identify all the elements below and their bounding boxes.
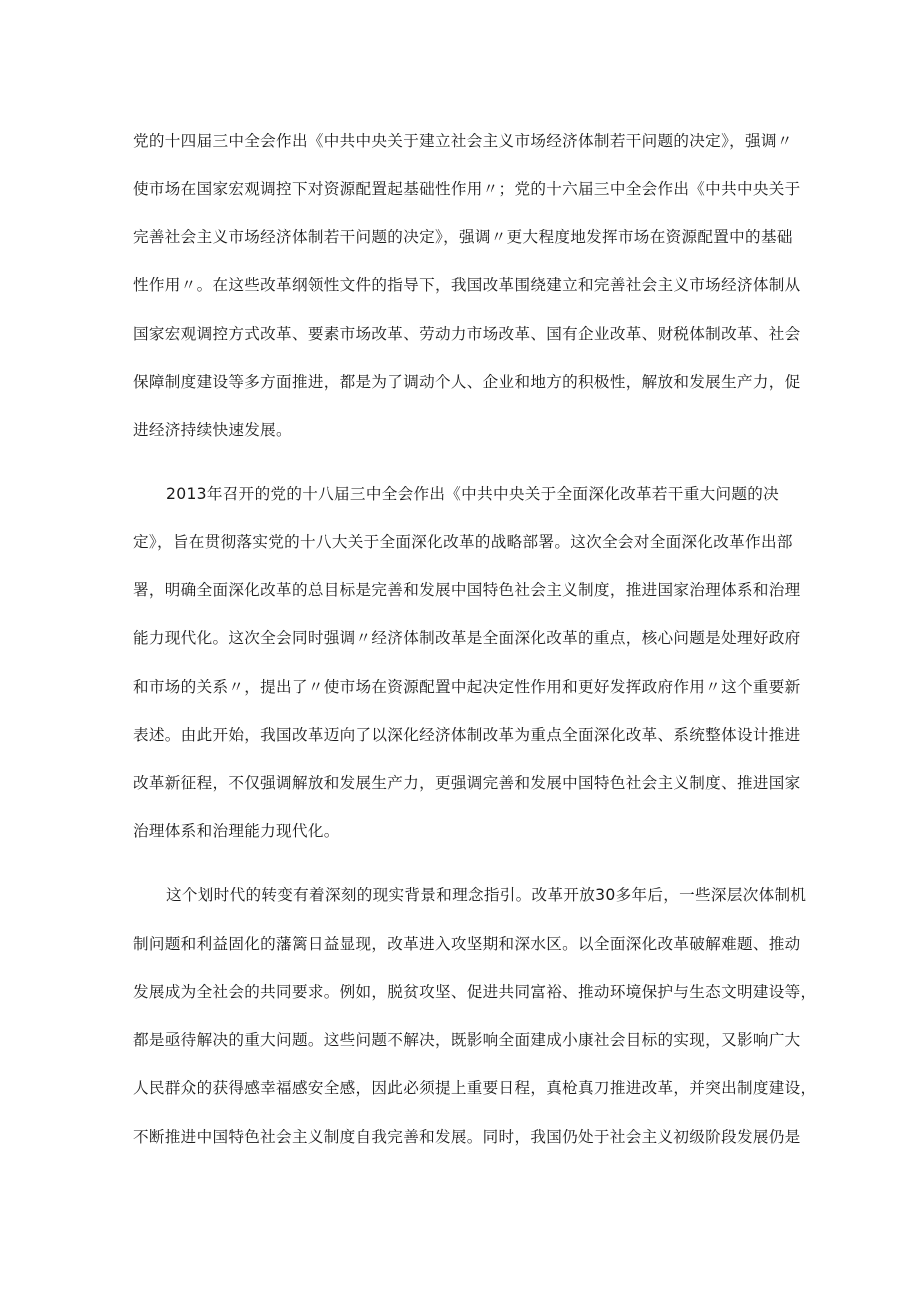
paragraph-1-line: 党的十四届三中全会作出《中共中央关于建立社会主义市场经济体制若干问题的决定》，强调〃 [133,132,793,150]
paragraph-2-line: 定》，旨在贯彻落实党的十八大关于全面深化改革的战略部署。这次全会对全面深化改革作出部 [133,533,793,551]
paragraph-3-line: 都是亟待解决的重大问题。这些问题不解决，既影响全面建成小康社会目标的实现，又影响广大 [133,1031,801,1049]
paragraph-1-line: 完善社会主义市场经济体制若干问题的决定》，强调〃更大程度地发挥市场在资源配置中的基础 [133,228,793,246]
paragraph-1-line: 性作用〃。在这些改革纲领性文件的指导下，我国改革围绕建立和完善社会主义市场经济体制从 [133,276,801,294]
paragraph-2-line: 改革新征程，不仅强调解放和发展生产力，更强调完善和发展中国特色社会主义制度、推进国家 [133,774,801,792]
paragraph-2-line: 和市场的关系〃，提出了〃使市场在资源配置中起决定性作用和更好发挥政府作用〃这个重要新 [133,678,801,696]
paragraph-1-line: 使市场在国家宏观调控下对资源配置起基础性作用〃；党的十六届三中全会作出《中共中央关于 [133,180,801,198]
paragraph-2-line: 治理体系和治理能力现代化。 [133,822,340,840]
paragraph-1-line: 国家宏观调控方式改革、要素市场改革、劳动力市场改革、国有企业改革、财税体制改革、社会 [133,325,801,343]
paragraph-1-line: 保障制度建设等多方面推进，都是为了调动个人、企业和地方的积极性，解放和发展生产力，促 [133,373,801,391]
paragraph-2-line: 2013年召开的党的十八届三中全会作出《中共中央关于全面深化改革若干重大问题的决 [166,485,780,503]
paragraph-3-line: 不断推进中国特色社会主义制度自我完善和发展。同时，我国仍处于社会主义初级阶段发展仍是 [133,1128,801,1146]
paragraph-2-line: 能力现代化。这次全会同时强调〃经济体制改革是全面深化改革的重点，核心问题是处理好政府 [133,629,801,647]
paragraph-3-line: 这个划时代的转变有着深刻的现实背景和理念指引。改革开放30多年后，一些深层次体制机 [166,886,807,904]
paragraph-3-line: 制问题和利益固化的藩篱日益显现，改革进入攻坚期和深水区。以全面深化改革破解难题、推动 [133,935,801,953]
paragraph-3-line: 人民群众的获得感幸福感安全感，因此必须提上重要日程，真枪真刀推进改革，并突出制度建设， [133,1079,817,1097]
paragraph-2-line: 表述。由此开始，我国改革迈向了以深化经济体制改革为重点全面深化改革、系统整体设计推进 [133,726,801,744]
paragraph-1-line: 进经济持续快速发展。 [133,421,292,439]
paragraph-2-line: 署，明确全面深化改革的总目标是完善和发展中国特色社会主义制度，推进国家治理体系和治理 [133,581,801,599]
paragraph-3-line: 发展成为全社会的共同要求。例如，脱贫攻坚、促进共同富裕、推动环境保护与生态文明建设等， [133,983,817,1001]
